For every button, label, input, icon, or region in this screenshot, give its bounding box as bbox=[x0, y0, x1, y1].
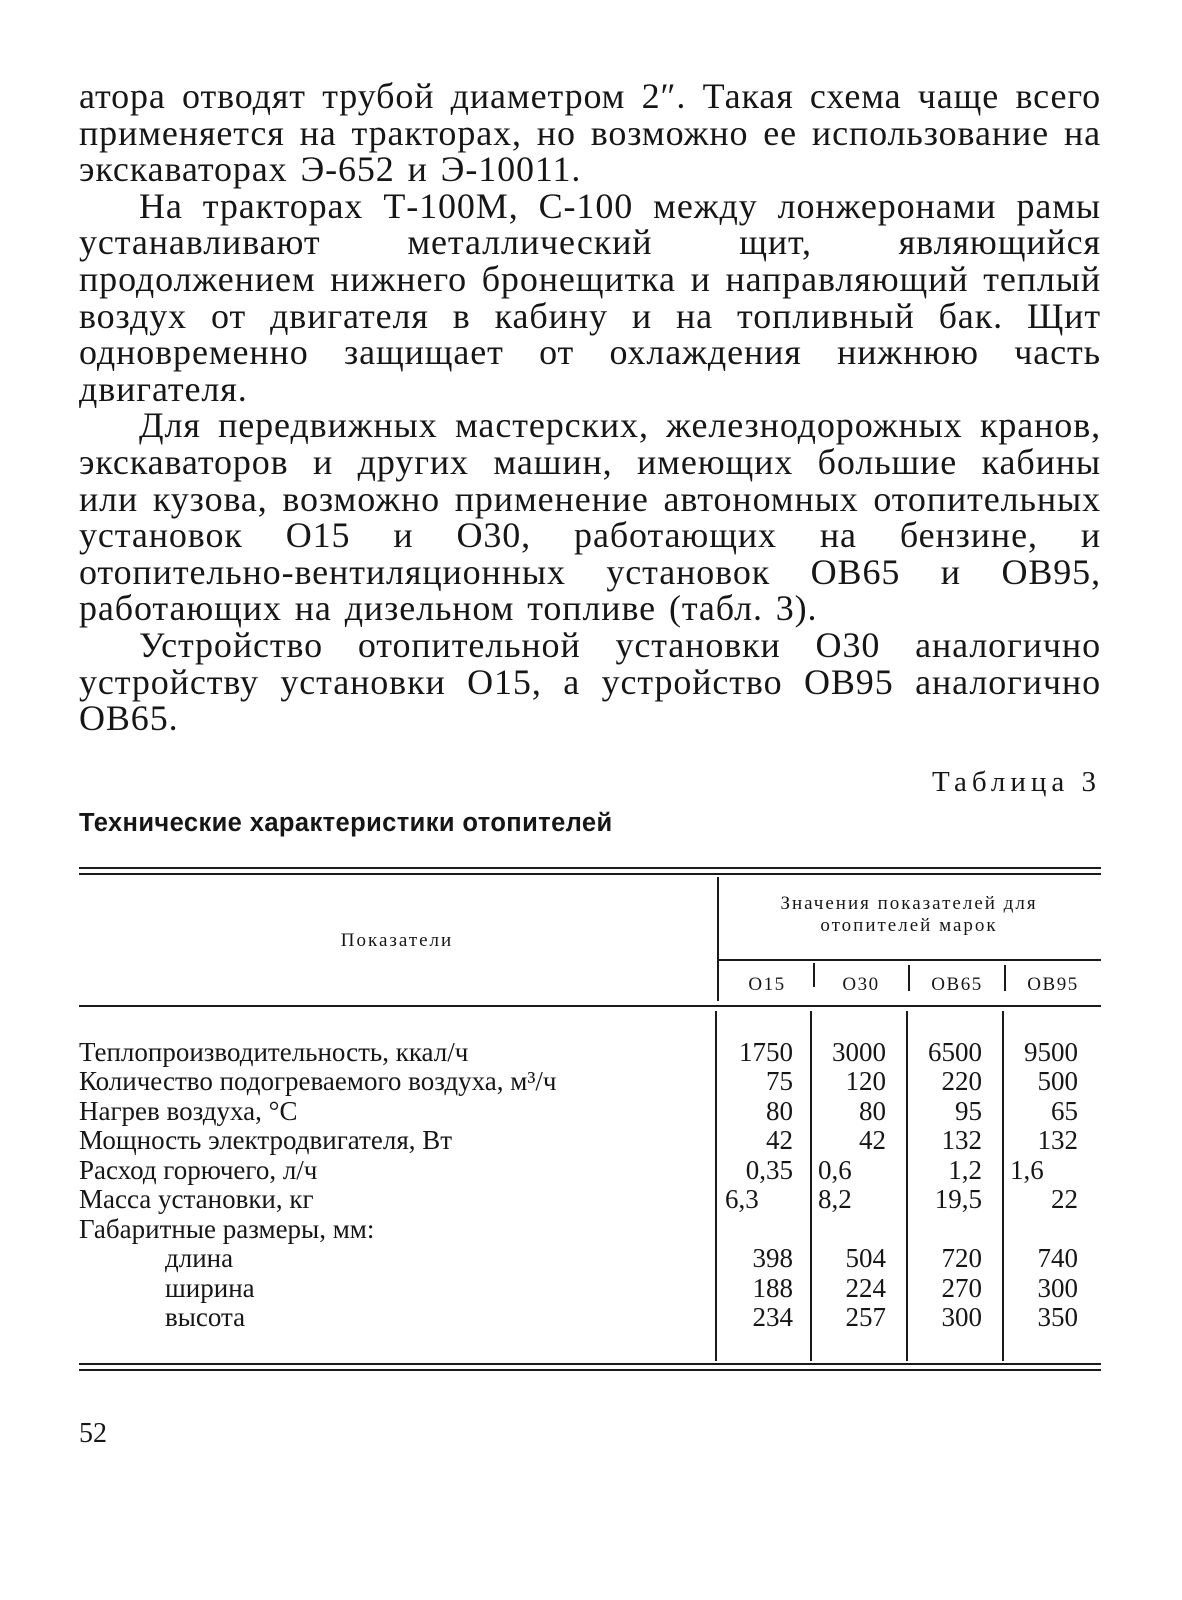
row-value: 270 bbox=[941, 1272, 982, 1303]
row-label: Габаритные размеры, мм: bbox=[79, 1213, 375, 1244]
row-value: 80 bbox=[859, 1095, 886, 1126]
row-value: 257 bbox=[845, 1302, 886, 1333]
row-value: 504 bbox=[845, 1243, 886, 1274]
row-value: 6500 bbox=[928, 1036, 982, 1067]
table-top-rule-2 bbox=[79, 873, 1101, 875]
row-label: Расход горючего, л/ч bbox=[79, 1154, 318, 1185]
row-value: 1,6 bbox=[1010, 1154, 1044, 1185]
row-value: 234 bbox=[752, 1302, 793, 1333]
row-value: 75 bbox=[766, 1066, 793, 1097]
row-value: 80 bbox=[766, 1095, 793, 1126]
col-divider bbox=[717, 877, 719, 1001]
row-value: 9500 bbox=[1024, 1036, 1078, 1067]
row-value: 42 bbox=[859, 1125, 886, 1156]
row-label: высота bbox=[165, 1302, 246, 1333]
row-value: 19,5 bbox=[934, 1184, 982, 1215]
row-value: 1750 bbox=[739, 1036, 793, 1067]
row-value: 1,2 bbox=[948, 1154, 982, 1185]
row-value: 95 bbox=[955, 1095, 982, 1126]
brand-header: О30 bbox=[842, 973, 880, 995]
row-value: 6,3 bbox=[725, 1184, 759, 1215]
row-label: длина bbox=[165, 1243, 234, 1274]
row-value: 350 bbox=[1037, 1302, 1078, 1333]
row-label: Нагрев воздуха, °С bbox=[79, 1095, 298, 1126]
header-values-line2: отопителей марок bbox=[820, 914, 998, 936]
row-value: 42 bbox=[766, 1125, 793, 1156]
paragraph-1: атора отводят трубой диаметром 2″. Такая схема чаще всего применяется на тракторах, но возможно ее использование на экскаваторах Э-652 и Э-10011. bbox=[79, 76, 1101, 190]
header-bottom-rule bbox=[79, 1005, 1101, 1007]
table-title: Технические характеристики отопителей bbox=[79, 808, 613, 837]
row-value: 22 bbox=[1051, 1184, 1078, 1215]
col-divider bbox=[1004, 965, 1006, 991]
row-value: 3000 bbox=[832, 1036, 886, 1067]
row-value: 132 bbox=[941, 1125, 982, 1156]
row-value: 8,2 bbox=[818, 1184, 852, 1215]
row-label: Теплопроизводительность, ккал/ч bbox=[79, 1036, 469, 1067]
brand-header: ОВ65 bbox=[931, 973, 983, 995]
header-indicators: Показатели bbox=[340, 929, 454, 951]
row-value: 398 bbox=[752, 1243, 793, 1274]
row-value: 120 bbox=[845, 1066, 886, 1097]
row-value: 188 bbox=[752, 1272, 793, 1303]
row-value: 220 bbox=[941, 1066, 982, 1097]
row-value: 740 bbox=[1037, 1243, 1078, 1274]
table-bottom-rule-2 bbox=[79, 1369, 1101, 1371]
row-label: ширина bbox=[165, 1272, 255, 1303]
table-top-rule-1 bbox=[79, 867, 1101, 869]
row-value: 132 bbox=[1037, 1125, 1078, 1156]
paragraph-2: На тракторах Т-100М, С-100 между лонжеронами рамы устанавливают металлический щит, являющийся продолжением нижнего бронещитка и направляющий теплый воздух от двигателя в кабину и на топливный бак. Щит одновременно защищает от охлаждения нижнюю часть двигателя. bbox=[79, 185, 1101, 409]
row-value: 300 bbox=[1037, 1272, 1078, 1303]
brand-header: ОВ95 bbox=[1027, 973, 1079, 995]
paragraph-3: Для передвижных мастерских, железнодорожных кранов, экскаваторов и других машин, имеющих большие кабины или кузова, возможно применение автономных отопительных установок О15 и О30, работающих на бензине, и отопительно-вентиляционных установок ОВ65 и ОВ95, работающих на дизельном топливе (табл. 3). bbox=[79, 405, 1101, 629]
table-number: Таблица 3 bbox=[931, 765, 1101, 798]
row-value: 0,35 bbox=[745, 1154, 793, 1185]
specs-table bbox=[79, 867, 1101, 1373]
header-sub-rule bbox=[719, 959, 1101, 961]
row-label: Масса установки, кг bbox=[79, 1184, 314, 1215]
row-label: Количество подогреваемого воздуха, м³/ч bbox=[79, 1066, 557, 1097]
table-bottom-rule-1 bbox=[79, 1363, 1101, 1365]
header-values-line1: Значения показателей для bbox=[780, 892, 1038, 914]
row-label: Мощность электродвигателя, Вт bbox=[79, 1125, 453, 1156]
row-value: 65 bbox=[1051, 1095, 1078, 1126]
page-content bbox=[79, 78, 1101, 1373]
row-value: 500 bbox=[1037, 1066, 1078, 1097]
row-value: 300 bbox=[941, 1302, 982, 1333]
paragraph-4: Устройство отопительной установки О30 аналогично устройству установки О15, а устройство ОВ95 аналогично ОВ65. bbox=[79, 624, 1101, 739]
col-divider bbox=[813, 963, 815, 987]
col-divider bbox=[908, 965, 910, 991]
row-value: 224 bbox=[845, 1272, 886, 1303]
row-value: 0,6 bbox=[818, 1154, 852, 1185]
row-value: 720 bbox=[941, 1243, 982, 1274]
page-number: 52 bbox=[79, 1418, 107, 1449]
brand-header: О15 bbox=[748, 973, 786, 995]
